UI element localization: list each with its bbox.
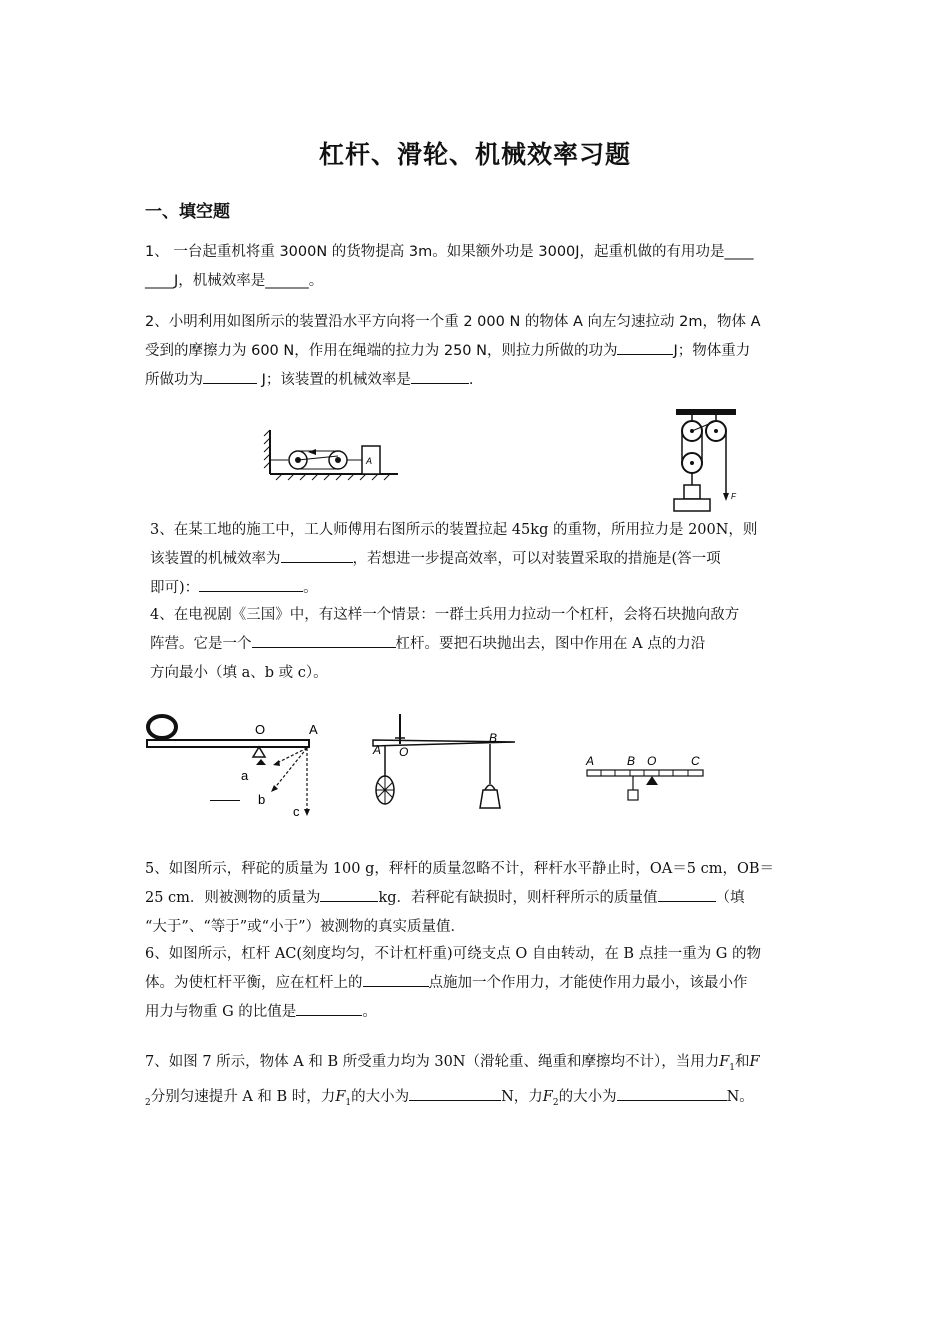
q5-mass-blank[interactable] <box>320 887 378 902</box>
direction-c-label: c <box>293 804 300 819</box>
q7-f2-symbol-2: F <box>542 1088 553 1105</box>
ruler-o-label: O <box>647 754 657 768</box>
page-title: 杠杆、滑轮、机械效率习题 <box>318 140 631 169</box>
figure-caption-dash <box>210 800 240 801</box>
q4-line3: 方向最小（填 a、b 或 c）。 <box>150 665 328 681</box>
q4-line2-text: 阵营。它是一个 <box>150 636 252 652</box>
q6-line2 <box>145 969 810 998</box>
q7-line2 <box>145 1083 810 1118</box>
direction-a-label: a <box>241 768 249 783</box>
ruler-c-label: C <box>691 754 700 768</box>
q7-f2-sub-2: 2 <box>552 1097 559 1108</box>
q4-lever-type-blank[interactable] <box>252 633 396 648</box>
q5-line1: 5、如图所示，秤砣的质量为 100 g，秤杆的质量忽略不计，秤杆水平静止时，OA＝5 cm，OB＝ <box>145 861 775 877</box>
q6-point-blank[interactable] <box>363 972 429 987</box>
q3-line1: 3、在某工地的施工中，工人师傅用右图所示的装置拉起 45kg 的重物，所用拉力是 200N，则 <box>150 522 758 538</box>
q6-line2-tail: 点施加一个作用力，才能使作用力最小，该最小作 <box>428 975 748 991</box>
q2-line2 <box>145 337 810 366</box>
q2-line3 <box>145 366 810 395</box>
question-3 <box>150 516 815 603</box>
steelyard-a-label: A <box>373 743 382 757</box>
q4-line2-tail: 杠杆。要把石块抛出去，图中作用在 A 点的力沿 <box>395 636 706 652</box>
q5-line2-text: 25 cm．则被测物的质量为 <box>145 890 321 906</box>
q6-line2-text: 体。为使杠杆平衡，应在杠杆上的 <box>145 975 363 991</box>
q6-line3 <box>145 998 810 1027</box>
q7-f1-symbol: F <box>719 1054 730 1070</box>
q5-line2-mid: kg．若秤砣有缺损时，则杆秤所示的质量值 <box>378 890 658 906</box>
steelyard-figure <box>365 712 520 814</box>
q4-line1: 4、在电视剧《三国》中，有这样一个情景：一群士兵用力拉动一个杠杆，会将石块抛向敌方 <box>150 607 740 623</box>
q3-efficiency-blank[interactable] <box>281 548 353 563</box>
block-a-label: A <box>366 456 373 466</box>
ruler-a-label: A <box>586 754 595 768</box>
question-7 <box>145 1048 810 1118</box>
q7-line2-mid2: N，力 <box>501 1088 543 1105</box>
question-4 <box>150 601 815 688</box>
q2-line2-tail: J；物体重力 <box>673 343 751 359</box>
q2-line3-text: 所做功为 <box>145 372 203 388</box>
q7-f1-symbol-2: F <box>335 1088 346 1105</box>
steelyard-b-label: B <box>489 731 498 745</box>
q3-measure-blank[interactable] <box>199 577 303 592</box>
lever-a-label: A <box>309 722 318 737</box>
question-1 <box>145 238 810 296</box>
q7-f1-sub: 1 <box>729 1062 736 1073</box>
q3-line3-tail: 。 <box>303 580 318 596</box>
q1-line2: ____J，机械效率是______。 <box>145 273 324 289</box>
lever-o-label: O <box>255 722 266 737</box>
q2-efficiency-blank[interactable] <box>411 369 469 384</box>
q2-line1: 2、小明利用如图所示的装置沿水平方向将一个重 2 000 N 的物体 A 向左匀速拉动 2m，物体 A <box>145 314 761 330</box>
q7-f1-sub-2: 1 <box>345 1097 352 1108</box>
q7-f2-blank[interactable] <box>617 1086 727 1101</box>
q3-line3-text: 即可)： <box>150 580 200 596</box>
horizontal-pulley-figure <box>262 412 402 482</box>
question-5 <box>145 855 810 942</box>
q2-line3-mid: J；该装置的机械效率是 <box>257 372 411 388</box>
q2-gravity-work-blank[interactable] <box>203 369 257 384</box>
q6-line3-text: 用力与物重 G 的比值是 <box>145 1004 297 1020</box>
q3-line2-text: 该装置的机械效率为 <box>150 551 281 567</box>
ruler-b-label: B <box>627 754 636 768</box>
catapult-lever-figure <box>143 712 333 820</box>
question-2 <box>145 308 810 395</box>
q2-line3-end: . <box>468 372 474 388</box>
q6-line1: 6、如图所示，杠杆 AC(刻度均匀，不计杠杆重)可绕支点 O 自由转动，在 B 点挂一重为 G 的物 <box>145 946 761 962</box>
section-heading: 一、填空题 <box>145 202 230 222</box>
q7-line1-text: 7、如图 7 所示，物体 A 和 B 所受重力均为 30N（滑轮重、绳重和摩擦均不计），当用力 <box>145 1054 720 1070</box>
q5-line2 <box>145 884 810 913</box>
q5-compare-blank[interactable] <box>658 887 716 902</box>
q3-line2-tail: ，若想进一步提高效率，可以对装置采取的措施是(答一项 <box>352 551 721 567</box>
pulley-f-label: F <box>731 492 736 501</box>
q3-line2 <box>150 545 815 574</box>
q2-line2-text: 受到的摩擦力为 600 N，作用在绳端的拉力为 250 N，则拉力所做的功为 <box>145 343 618 359</box>
q7-f2-sub-start: 2 <box>145 1097 151 1108</box>
q7-line1 <box>145 1048 810 1083</box>
q6-ratio-blank[interactable] <box>296 1001 362 1016</box>
q7-and: 和 <box>735 1054 750 1070</box>
q7-f2-symbol: F <box>749 1054 760 1070</box>
q5-line3: “大于”、“等于”或“小于”）被测物的真实质量值． <box>145 919 465 935</box>
q6-line3-tail: 。 <box>362 1004 377 1020</box>
q5-line2-end: （填 <box>715 890 745 906</box>
q4-line2 <box>150 630 815 659</box>
q7-line2-mid: 的大小为 <box>351 1088 410 1105</box>
q7-line2-text: 分别匀速提升 A 和 B 时，力 <box>150 1088 336 1105</box>
steelyard-o-label: O <box>399 745 409 759</box>
q7-line2-mid3: 的大小为 <box>558 1088 617 1105</box>
q3-line3 <box>150 574 815 603</box>
question-6 <box>145 940 810 1027</box>
ruler-lever-figure <box>583 748 713 808</box>
q7-f1-blank[interactable] <box>409 1086 501 1101</box>
q7-line2-end: N。 <box>726 1088 754 1105</box>
pulley-block-figure <box>668 407 748 517</box>
direction-b-label: b <box>258 792 266 807</box>
q1-line1: 1、 一台起重机将重 3000N 的货物提高 3m。如果额外功是 3000J，起重机做的有用功是____ <box>145 244 754 260</box>
q2-work-blank[interactable] <box>617 340 673 355</box>
